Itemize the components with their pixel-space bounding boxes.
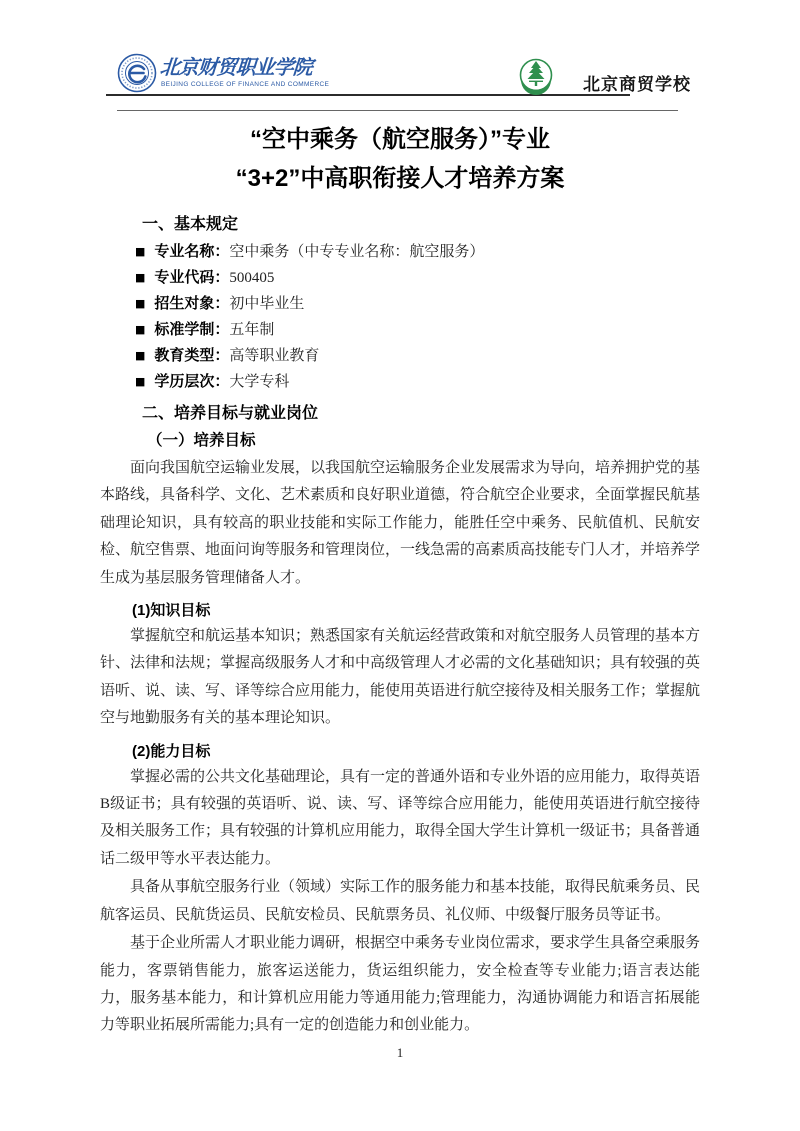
heading-knowledge-goal: (1)知识目标 — [132, 602, 211, 620]
square-bullet-icon: ■ — [135, 375, 146, 388]
item-value: 空中乘务（中专专业名称：航空服务） — [229, 244, 485, 260]
letterhead — [0, 0, 800, 115]
title-line-1: “空中乘务（航空服务）”专业 — [250, 126, 550, 153]
college-name: 北京财贸职业学院 — [159, 57, 313, 79]
list-item — [100, 265, 700, 291]
basic-info-list — [100, 239, 700, 395]
title-line-2: “3+2”中高职衔接人才培养方案 — [235, 165, 565, 192]
subsection-heading-training-goal: （一）培养目标 — [147, 432, 256, 449]
square-bullet-icon: ■ — [135, 323, 146, 336]
square-bullet-icon: ■ — [135, 349, 146, 362]
heading-ability-goal: (2)能力目标 — [132, 742, 211, 760]
square-bullet-icon: ■ — [135, 245, 146, 258]
square-bullet-icon: ■ — [135, 271, 146, 284]
list-item — [100, 343, 700, 369]
item-label: 教育类型： — [154, 347, 230, 364]
square-bullet-icon: ■ — [135, 297, 146, 310]
header-divider-line — [117, 110, 678, 111]
list-item — [100, 369, 700, 395]
list-item — [100, 291, 700, 317]
document-title — [100, 120, 700, 198]
item-label: 学历层次： — [154, 373, 230, 390]
paragraph-research: 基于企业所需人才职业能力调研，根据空中乘务专业岗位需求，要求学生具备空乘服务能力，客票销售能力，旅客运送能力，货运组织能力，安全检查等专业能力;语言表达能力，服务基本能力，和计算机应用能力等通用能力;管理能力，沟通协调能力和语言拓展能力等职业拓展所需能力;具有一定的创造能力和创业能力。 — [100, 935, 701, 1034]
list-item — [100, 317, 700, 343]
item-label: 标准学制： — [154, 321, 230, 338]
item-value: 大学专科 — [229, 374, 290, 390]
paragraph-certificates: 具备从事航空服务行业（领域）实际工作的服务能力和基本技能，取得民航乘务员、民航客运员、民航货运员、民航安检员、民航票务员、礼仪师、中级餐厅服务员等证书。 — [100, 879, 701, 923]
paragraph-knowledge-goal: 掌握航空和航运基本知识；熟悉国家有关航运经营政策和对航空服务人员管理的基本方针、法律和法规；掌握高级服务人才和中高级管理人才必需的文化基础知识；具有较强的英语听、说、读、写、译等综合应用能力，能使用英语进行航空接待及相关服务工作；掌握航空与地勤服务有关的基本理论知识。 — [100, 628, 701, 727]
document-body — [100, 112, 700, 1041]
item-value: 高等职业教育 — [229, 348, 320, 364]
item-value: 五年制 — [229, 322, 275, 338]
item-value: 500405 — [229, 270, 275, 286]
paragraph-overview: 面向我国航空运输业发展，以我国航空运输服务企业发展需求为导向，培养拥护党的基本路线，具备科学、文化、艺术素质和良好职业道德，符合航空企业要求，全面掌握民航基础理论知识，具有较高的职业技能和实际工作能力，能胜任空中乘务、民航值机、民航安检、航空售票、地面问询等服务和管理岗位，一线急需的高素质高技能专门人才，并培养学生成为基层服务管理储备人才。 — [100, 460, 701, 586]
paragraph-ability-goal: 掌握必需的公共文化基础理论，具有一定的普通外语和专业外语的应用能力，取得英语B级证书；具有较强的英语听、说、读、写、译等综合应用能力，能使用英语进行航空接待及相关服务工作；具有较强的计算机应用能力，取得全国大学生计算机一级证书；具备普通话二级甲等水平表达能力。 — [100, 768, 701, 867]
college-emblem-icon — [117, 53, 157, 93]
section-heading-training-goals: 二、培养目标与就业岗位 — [142, 405, 319, 422]
page-number: 1 — [396, 1045, 404, 1060]
item-label: 专业代码： — [154, 269, 230, 286]
item-label: 招生对象： — [154, 295, 230, 312]
item-label: 专业名称： — [154, 243, 230, 260]
list-item — [100, 239, 700, 265]
tree-emblem-icon — [517, 57, 555, 98]
item-value: 初中毕业生 — [229, 296, 305, 312]
college-name-english: BEIJING COLLEGE OF FINANCE AND COMMERCE — [161, 81, 330, 88]
section-heading-basic-rules: 一、基本规定 — [142, 216, 239, 233]
school-name: 北京商贸学校 — [583, 75, 691, 94]
